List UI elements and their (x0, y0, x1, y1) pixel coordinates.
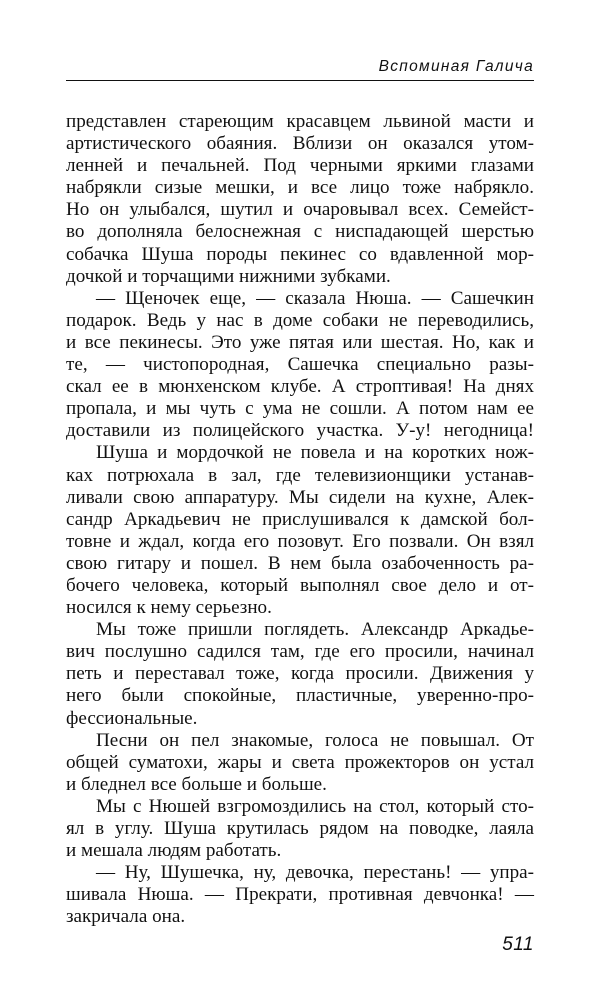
text-line: сандр Аркадьевич не прислушивался к дамской бол- (66, 508, 534, 530)
text-line: ял в углу. Шуша крутилась рядом на поводке, лаяла (66, 818, 534, 839)
paragraph-1 (66, 111, 534, 288)
text-line: подарок. Ведь у нас в доме собаки не переводились, (66, 309, 534, 331)
text-line: и мешала людям работать. (66, 840, 282, 862)
body-text (66, 111, 534, 928)
text-line: вич послушно садился там, где его просили, начинал (66, 641, 534, 663)
paragraph-5 (66, 730, 534, 796)
text-line: во дополняла белоснежная с ниспадающей шерстью (66, 221, 534, 243)
text-line: и все пекинесы. Это уже пятая или шестая. Но, как и (66, 331, 534, 353)
text-line: представлен стареющим красавцем львиной масти и (66, 111, 534, 132)
text-line: товне и ждал, когда его позовут. Его позвали. Он взял (66, 530, 534, 552)
paragraph-3 (66, 442, 534, 619)
text-line: петь и переставал тоже, когда просили. Движения у (66, 663, 534, 685)
text-line: — Ну, Шушечка, ну, девочка, перестань! — упра- (96, 862, 534, 884)
text-line: доставили из полицейского участка. У-у! негодница! (66, 420, 534, 442)
text-line: скал ее в мюнхенском клубе. А строптивая! На днях (66, 376, 534, 398)
text-line: бочего человека, который выполнял свое дело и от- (66, 574, 534, 596)
page-number: 511 (502, 934, 534, 955)
paragraph-2 (66, 288, 534, 443)
paragraph-7 (66, 862, 534, 928)
text-line: Мы с Нюшей взгромоздились на стол, который сто- (96, 795, 534, 817)
text-line: — Щеночек еще, — сказала Нюша. — Сашечкин (96, 287, 534, 309)
paragraph-6 (66, 796, 534, 862)
running-header-title: Вспоминая Галича (378, 58, 534, 75)
text-line: свою гитару и пошел. В нем была озабоченность ра- (66, 552, 534, 574)
text-line: ливали свою аппаратуру. Мы сидели на кухне, Алек- (66, 486, 534, 508)
paragraph-4 (66, 619, 534, 729)
header-divider (66, 80, 534, 81)
text-line: артистического обаяния. Вблизи он оказался утом- (66, 133, 534, 155)
text-line: Шуша и мордочкой не повела и на коротких нож- (96, 442, 534, 464)
text-line: собачка Шуша породы пекинес со вдавленной мор- (66, 243, 534, 265)
text-line: ках потрюхала в зал, где телевизионщики устанав- (66, 464, 534, 486)
text-line: ленней и печальней. Под черными яркими глазами (66, 155, 534, 177)
text-line: те, — чистопородная, Сашечка специально разы- (66, 354, 534, 376)
text-line: фессиональные. (66, 707, 198, 729)
text-line: и бледнел все больше и больше. (66, 773, 327, 795)
text-line: общей суматохи, жары и света прожекторов он устал (66, 751, 534, 773)
text-line: пропала, и мы чуть с ума не сошли. А потом нам ее (66, 398, 534, 420)
text-line: набрякли сизые мешки, и все лицо тоже набрякло. (66, 177, 534, 199)
text-line: носился к нему серьезно. (66, 597, 272, 619)
text-line: дочкой и торчащими нижними зубками. (66, 265, 391, 287)
text-line: шивала Нюша. — Прекрати, противная девчонка! — (66, 884, 534, 906)
text-line: Песни он пел знакомые, голоса не повышал. От (96, 729, 534, 751)
text-line: Мы тоже пришли поглядеть. Александр Аркадье- (96, 619, 534, 641)
text-line: закричала она. (66, 906, 186, 928)
text-line: Но он улыбался, шутил и очаровывал всех. Семейст- (66, 199, 534, 221)
text-line: него были спокойные, пластичные, уверенно-про- (66, 685, 534, 707)
